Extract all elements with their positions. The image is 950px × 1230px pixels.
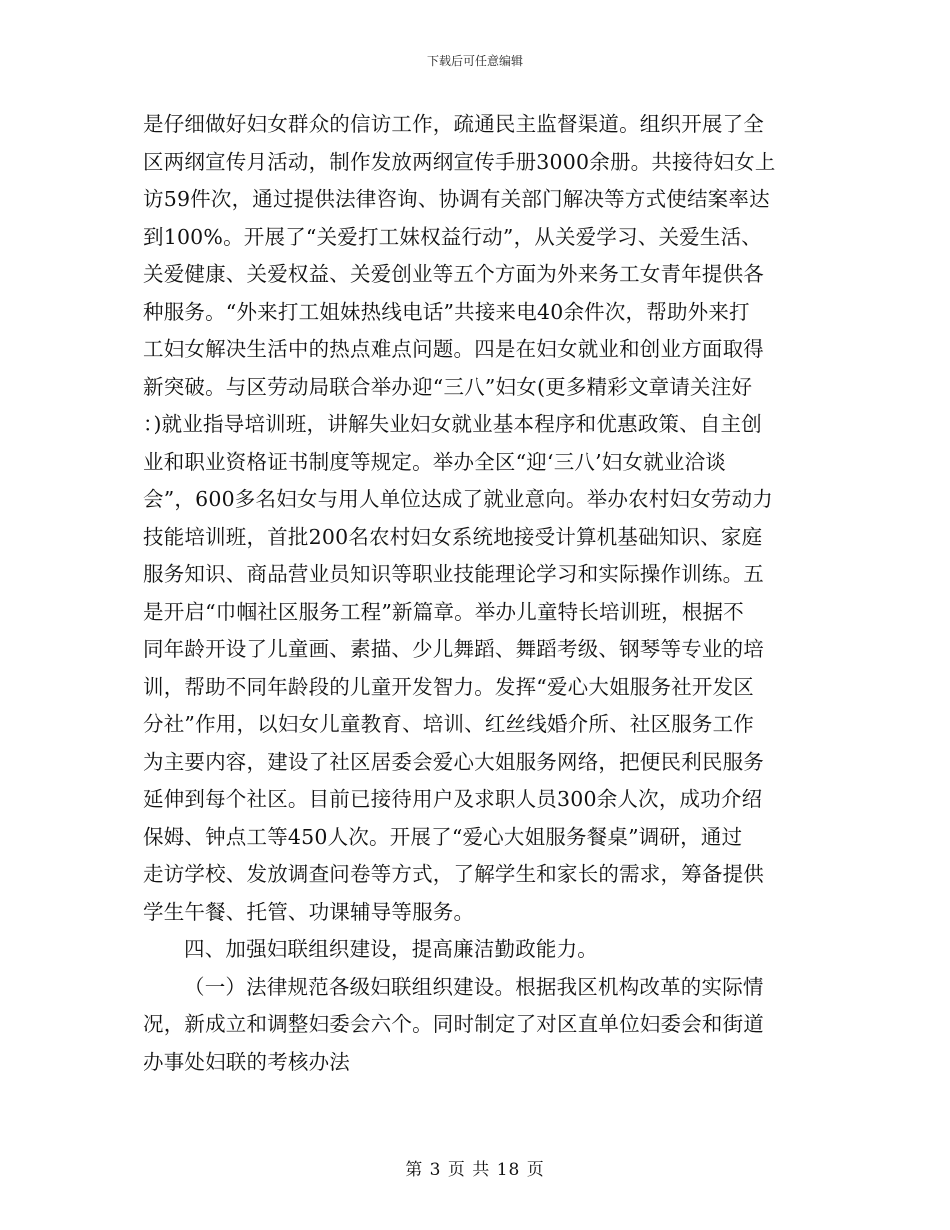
text-line: 延伸到每个社区。目前已接待用户及求职人员300余人次，成功介绍 (143, 787, 763, 811)
text-line: 训，帮助不同年龄段的儿童开发智力。发挥“爱心大姐服务社开发区 (143, 674, 754, 699)
text-line: 关爱健康、关爱权益、关爱创业等五个方面为外来务工女青年提供各 (143, 262, 764, 286)
text-line: 况，新成立和调整妇委会六个。同时制定了对区直单位妇委会和街道 (143, 1012, 764, 1036)
text-line: 学生午餐、托管、功课辅导等服务。 (143, 899, 475, 924)
text-line: 业和职业资格证书制度等规定。举办全区“迎‘三八’妇女就业洽谈 (143, 449, 727, 474)
text-line: 同年龄开设了儿童画、素描、少儿舞蹈、舞蹈考级、钢琴等专业的培 (143, 637, 764, 661)
page-number-footer: 第 3 页 共 18 页 (405, 1160, 545, 1180)
text-line: ：)就业指导培训班，讲解失业妇女就业基本程序和优惠政策、自主创 (143, 412, 762, 436)
document-body (143, 106, 810, 1081)
text-line: 新突破。与区劳动局联合举办迎“三八”妇女(更多精彩文章请关注好 (143, 374, 753, 399)
section-heading: 四、加强妇联组织建设，提高廉洁勤政能力。 (184, 937, 598, 961)
page-header: 下载后可任意编辑 (426, 54, 523, 68)
text-line: 为主要内容，建设了社区居委会爱心大姐服务网络，把便民利民服务 (143, 749, 764, 774)
text-line: 种服务。“外来打工姐妹热线电话”共接来电40余件次，帮助外来打 (143, 299, 750, 324)
text-line: （一）法律规范各级妇联组织建设。根据我区机构改革的实际情 (184, 974, 764, 999)
text-line: 会”，600多名妇女与用人单位达成了就业意向。举办农村妇女劳动力 (143, 487, 774, 511)
text-line: 服务知识、商品营业员知识等职业技能理论学习和实际操作训练。五 (143, 562, 764, 586)
text-line: 走访学校、发放调查问卷等方式，了解学生和家长的需求，筹备提供 (143, 862, 764, 886)
text-line: 到100%。开展了“关爱打工妹权益行动”，从关爱学习、关爱生活、 (143, 224, 762, 249)
text-line: 办事处妇联的考核办法 (143, 1049, 350, 1074)
text-line: 分社”作用，以妇女儿童教育、培训、红丝线婚介所、社区服务工作 (143, 712, 754, 736)
text-line: 保姆、钟点工等450人次。开展了“爱心大姐服务餐桌”调研，通过 (143, 824, 743, 849)
text-line: 工妇女解决生活中的热点难点问题。四是在妇女就业和创业方面取得 (143, 337, 764, 361)
text-line: 是仔细做好妇女群众的信访工作，疏通民主监督渠道。组织开展了全 (143, 112, 764, 136)
text-line: 区两纲宣传月活动，制作发放两纲宣传手册3000余册。共接待妇女上 (143, 149, 776, 174)
text-line: 技能培训班，首批200名农村妇女系统地接受计算机基础知识、家庭 (143, 524, 763, 549)
text-line: 是开启“巾帼社区服务工程”新篇章。举办儿童特长培训班，根据不 (143, 599, 744, 624)
text-line: 访59件次，通过提供法律咨询、协调有关部门解决等方式使结案率达 (143, 187, 770, 211)
